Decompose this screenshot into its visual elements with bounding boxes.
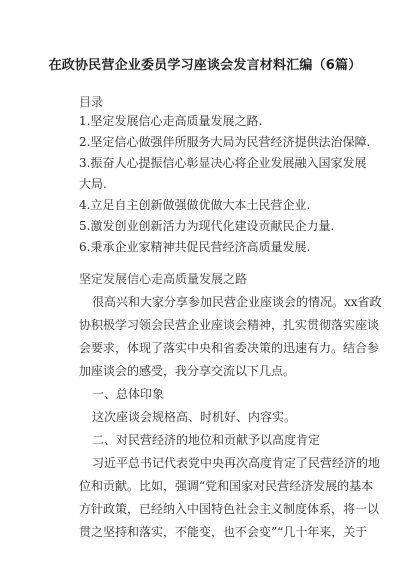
toc-item-2: 2.坚定信心做强伴所服务大局为民营经济提供法治保障. (79, 135, 371, 149)
toc-item-1: 1.坚定发展信心走高质量发展之路. (79, 114, 263, 128)
body-line: 协积极学习领会民营企业座谈会精神，扎实贯彻落实座谈 (79, 318, 380, 332)
toc-item-3: 3.振奋人心提振信心彰显决心将企业发展融入国家发展 (79, 156, 367, 170)
body-line: 方针政策，已经纳入中国特色社会主义制度体系，将一以 (79, 502, 380, 516)
body-line: 这次座谈会规格高、时机好、内容实。 (92, 410, 297, 424)
toc-item-4: 4.立足自主创新做强做优做大本土民营企业. (79, 198, 311, 212)
toc-item-3-continued: 大局. (79, 177, 107, 191)
toc-item-6: 6.秉承企业家精神共促民营经济高质量发展. (79, 240, 311, 254)
toc-item-5: 5.激发创业创新活力为现代化建设贡献民企力量. (79, 219, 335, 233)
document-title: 在政协民营企业委员学习座谈会发言材料汇编（6篇） (48, 58, 362, 73)
subheading: 一、总体印象 (92, 387, 165, 401)
subheading: 二、对民营经济的地位和贡献予以高度肯定 (92, 433, 321, 447)
body-line: 贯之坚持和落实，不能变，也不会变”“几十年来，关于 (79, 525, 368, 539)
body-line: 很高兴和大家分享参加民营企业座谈会的情况。xx省政 (92, 295, 382, 309)
section-title: 坚定发展信心走高质量发展之路 (79, 272, 248, 286)
toc-heading: 目录 (79, 95, 104, 109)
body-line: 加座谈会的感受，我分享交流以下几点。 (79, 364, 296, 378)
body-line: 会要求，体现了落实中央和省委决策的迅速有力。结合参 (79, 341, 380, 355)
body-line: 习近平总书记代表党中央再次高度肯定了民营经济的地 (92, 456, 381, 470)
body-line: 位和贡献。比如，强调“党和国家对民营经济发展的基本 (79, 479, 374, 493)
